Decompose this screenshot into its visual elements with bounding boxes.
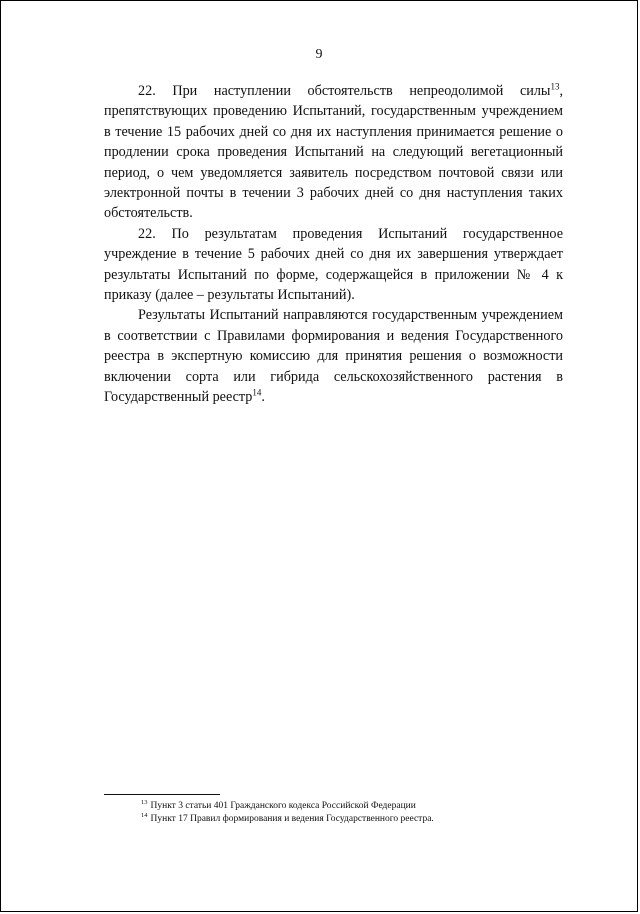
footnotes-section [104, 800, 563, 826]
paragraph-text: 22. По результатам проведения Испытаний государственное учреждение в течение 5 рабочих дней со дня их завершения утверждает результаты Испытаний по форме, содержащейся в приложении № 4 к приказу (далее – результаты Испытаний). [104, 225, 563, 304]
footnote-13 [104, 800, 563, 813]
footnote-ref-14: 14 [252, 387, 262, 398]
footnote-14 [104, 813, 563, 826]
footnote-text: Пункт 3 статьи 401 Гражданского кодекса Российской Федерации [150, 801, 416, 811]
page-number: 9 [315, 47, 323, 62]
footnote-ref-13: 13 [550, 81, 560, 92]
footnote-divider [104, 794, 220, 795]
paragraph-text: 22. При наступлении обстоятельств непреодолимой силы [138, 83, 551, 99]
footnote-text: Пункт 17 Правил формирования и ведения Государственного реестра. [150, 814, 434, 824]
footnote-number: 14 [141, 811, 148, 819]
paragraph-force-majeure [104, 81, 563, 224]
paragraph-results-submission [104, 305, 563, 407]
paragraph-text: . [261, 389, 265, 406]
paragraph-text: Результаты Испытаний направляются государственным учреждением в соответствии с Правилами формирования и ведения Государственного реестра в экспертную комиссию для принятия решения о возможности включении сорта или гибрида сельскохозяйственного растения в Государственный реестр [104, 307, 563, 406]
footnote-number: 13 [141, 798, 148, 806]
paragraph-text: , препятствующих проведению Испытаний, государственным учреждением в течение 15 рабочих дней со дня их наступления принимается решение о продлении срока проведения Испытаний на следующий вегетационный период, о чем уведомляется заявитель посредством почтовой связи или электронной почты в течении 3 рабочих дней со дня наступления таких обстоятельств. [104, 83, 563, 222]
document-body [104, 81, 563, 408]
paragraph-test-results [104, 224, 563, 306]
